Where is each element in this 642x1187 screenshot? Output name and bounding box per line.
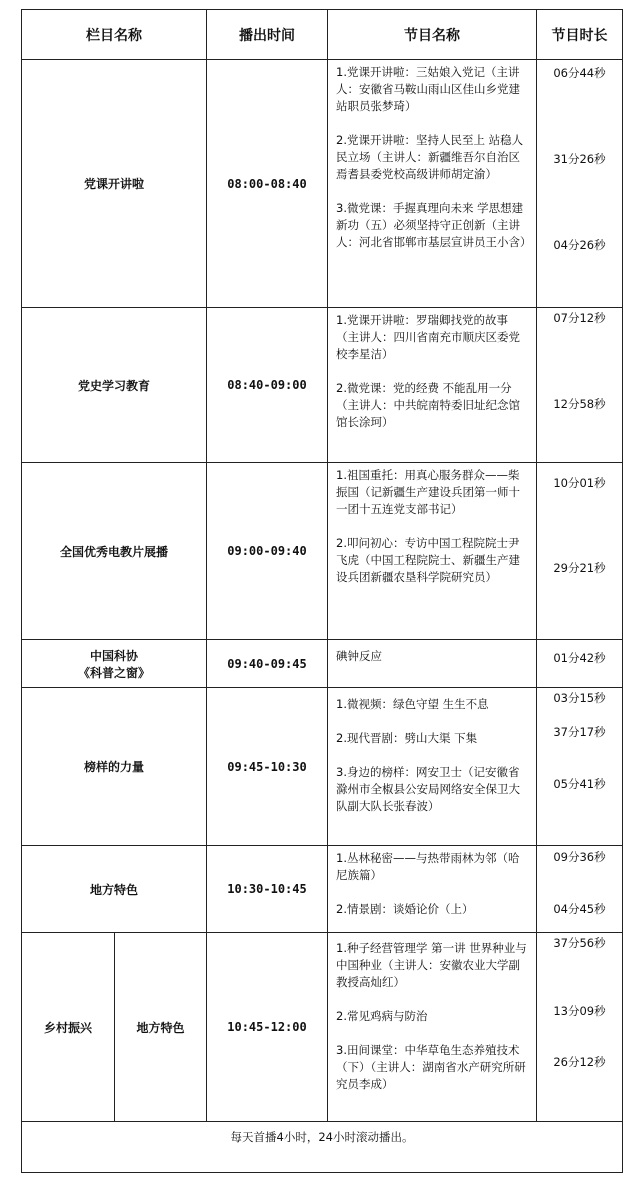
program-duration: 31分26秒 — [553, 152, 606, 166]
program-item: 2.叩问初心：专访中国工程院院士尹飞虎（中国工程院院士、新疆生产建设兵团新疆农垦科学院研究员） — [336, 536, 520, 584]
program-item: 2.现代晋剧：劈山大渠 下集 — [336, 731, 478, 745]
program-list — [328, 640, 537, 688]
program-item: 3.微党课：手握真理向未来 学思想建新功（五）必须坚持守正创新（主讲人：河北省邯郸市基层宣讲员王小含） — [336, 201, 532, 249]
footer-note: 每天首播4小时，24小时滚动播出。 — [22, 1122, 623, 1173]
column-name: 党课开讲啦 — [22, 60, 207, 308]
program-item: 2.党课开讲啦：坚持人民至上 站稳人民立场（主讲人：新疆维吾尔自治区焉耆县委党校高级讲师胡定渝） — [336, 133, 524, 181]
program-item: 3.田间课堂：中华草龟生态养殖技术（下）（主讲人：湖南省水产研究所研究员李成） — [336, 1043, 526, 1091]
duration-list — [537, 933, 623, 1122]
duration-list — [537, 688, 623, 846]
air-time: 10:30-10:45 — [207, 846, 328, 933]
program-duration: 12分58秒 — [553, 397, 606, 411]
program-duration: 10分01秒 — [553, 476, 606, 490]
air-time: 08:00-08:40 — [207, 60, 328, 308]
program-list — [328, 463, 537, 640]
schedule-table — [21, 9, 623, 1173]
program-item: 碘钟反应 — [336, 649, 382, 663]
program-duration: 03分15秒 — [553, 691, 606, 705]
duration-list — [537, 463, 623, 640]
column-name: 榜样的力量 — [22, 688, 207, 846]
air-time: 09:40-09:45 — [207, 640, 328, 688]
table-row — [22, 308, 623, 463]
duration-list — [537, 640, 623, 688]
column-name: 乡村振兴 — [22, 933, 115, 1122]
program-item: 1.党课开讲啦：罗瑞卿找党的故事（主讲人：四川省南充市顺庆区委党校李星洁） — [336, 313, 520, 361]
air-time: 10:45-12:00 — [207, 933, 328, 1122]
program-list — [328, 933, 537, 1122]
header-column-name: 栏目名称 — [22, 10, 207, 60]
column-name: 地方特色 — [22, 846, 207, 933]
program-item: 2.微党课：党的经费 不能乱用一分（主讲人：中共皖南特委旧址纪念馆馆长涂珂） — [336, 381, 520, 429]
program-duration: 04分45秒 — [553, 902, 606, 916]
program-item: 2.情景剧：谈婚论价（上） — [336, 902, 474, 916]
program-duration: 26分12秒 — [553, 1055, 606, 1069]
air-time: 08:40-09:00 — [207, 308, 328, 463]
header-row — [22, 10, 623, 60]
column-name-line: 中国科协 — [89, 648, 138, 663]
table-row — [22, 688, 623, 846]
program-duration: 06分44秒 — [553, 66, 606, 80]
header-duration: 节目时长 — [537, 10, 623, 60]
program-item: 1.丛林秘密——与热带雨林为邻（哈尼族篇） — [336, 851, 520, 882]
program-duration: 29分21秒 — [553, 561, 606, 575]
program-list — [328, 846, 537, 933]
duration-list — [537, 60, 623, 308]
program-item: 2.常见鸡病与防治 — [336, 1009, 428, 1023]
column-name: 全国优秀电教片展播 — [22, 463, 207, 640]
program-item: 3.身边的榜样：网安卫士（记安徽省滁州市全椒县公安局网络安全保卫大队副大队长张春波） — [336, 765, 520, 813]
duration-list — [537, 308, 623, 463]
column-name-line: 《科普之窗》 — [77, 665, 150, 680]
program-duration: 01分42秒 — [553, 651, 606, 665]
program-duration: 13分09秒 — [553, 1004, 606, 1018]
table-row — [22, 60, 623, 308]
air-time: 09:00-09:40 — [207, 463, 328, 640]
column-name — [22, 640, 207, 688]
program-duration: 04分26秒 — [553, 238, 606, 252]
program-item: 1.微视频：绿色守望 生生不息 — [336, 697, 489, 711]
duration-list — [537, 846, 623, 933]
program-duration: 37分56秒 — [553, 936, 606, 950]
header-program-name: 节目名称 — [328, 10, 537, 60]
column-name: 党史学习教育 — [22, 308, 207, 463]
air-time: 09:45-10:30 — [207, 688, 328, 846]
program-item: 1.种子经营管理学 第一讲 世界种业与中国种业（主讲人：安徽农业大学副教授高灿红） — [336, 941, 527, 989]
table-row — [22, 463, 623, 640]
program-duration: 37分17秒 — [553, 725, 606, 739]
footer-row — [22, 1122, 623, 1173]
program-item: 1.祖国重托：用真心服务群众——柴振国（记新疆生产建设兵团第一师十一团十五连党支部书记） — [336, 468, 520, 516]
table-row — [22, 933, 623, 1122]
header-air-time: 播出时间 — [207, 10, 328, 60]
program-duration: 05分41秒 — [553, 777, 606, 791]
sub-column-name: 地方特色 — [115, 933, 207, 1122]
table-row — [22, 846, 623, 933]
program-list — [328, 308, 537, 463]
program-list — [328, 688, 537, 846]
program-list — [328, 60, 537, 308]
table-row — [22, 640, 623, 688]
program-item: 1.党课开讲啦：三姑娘入党记（主讲人：安徽省马鞍山雨山区佳山乡党建站职员张梦琦） — [336, 65, 520, 113]
program-duration: 07分12秒 — [553, 311, 606, 325]
program-duration: 09分36秒 — [553, 850, 606, 864]
